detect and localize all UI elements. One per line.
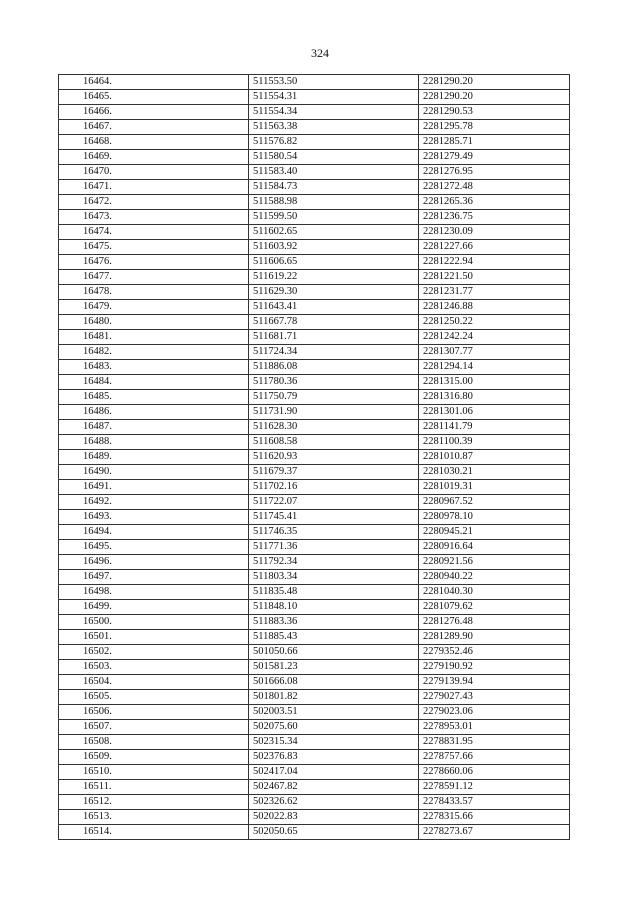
table-row [59,165,570,180]
x-coordinate-cell: 502050.65 [249,825,419,840]
x-coordinate-cell: 511576.82 [249,135,419,150]
point-number-cell: 16476. [59,255,249,270]
table-row [59,810,570,825]
point-number-cell: 16472. [59,195,249,210]
table-row [59,420,570,435]
y-coordinate-cell: 2281141.79 [419,420,570,435]
y-coordinate-cell: 2281222.94 [419,255,570,270]
table-row [59,405,570,420]
table-row [59,675,570,690]
y-coordinate-cell: 2281236.75 [419,210,570,225]
point-number-cell: 16475. [59,240,249,255]
x-coordinate-cell: 502326.62 [249,795,419,810]
y-coordinate-cell: 2278757.66 [419,750,570,765]
x-coordinate-cell: 511885.43 [249,630,419,645]
point-number-cell: 16468. [59,135,249,150]
y-coordinate-cell: 2281030.21 [419,465,570,480]
x-coordinate-cell: 511780.36 [249,375,419,390]
table-row [59,285,570,300]
point-number-cell: 16471. [59,180,249,195]
y-coordinate-cell: 2278433.57 [419,795,570,810]
point-number-cell: 16479. [59,300,249,315]
point-number-cell: 16477. [59,270,249,285]
page-number: 324 [311,46,329,60]
point-number-cell: 16495. [59,540,249,555]
y-coordinate-cell: 2281227.66 [419,240,570,255]
y-coordinate-cell: 2280967.52 [419,495,570,510]
table-row [59,450,570,465]
table-row [59,465,570,480]
table-row [59,510,570,525]
point-number-cell: 16512. [59,795,249,810]
x-coordinate-cell: 511599.50 [249,210,419,225]
y-coordinate-cell: 2280978.10 [419,510,570,525]
point-number-cell: 16499. [59,600,249,615]
point-number-cell: 16474. [59,225,249,240]
point-number-cell: 16505. [59,690,249,705]
x-coordinate-cell: 511681.71 [249,330,419,345]
x-coordinate-cell: 511886.08 [249,360,419,375]
x-coordinate-cell: 511667.78 [249,315,419,330]
point-number-cell: 16509. [59,750,249,765]
point-number-cell: 16510. [59,765,249,780]
table-row [59,135,570,150]
x-coordinate-cell: 511554.31 [249,90,419,105]
x-coordinate-cell: 502376.83 [249,750,419,765]
y-coordinate-cell: 2279139.94 [419,675,570,690]
x-coordinate-cell: 501666.08 [249,675,419,690]
x-coordinate-cell: 501581.23 [249,660,419,675]
y-coordinate-cell: 2281242.24 [419,330,570,345]
coordinates-table-body [59,75,570,840]
table-row [59,615,570,630]
table-row [59,585,570,600]
y-coordinate-cell: 2278831.95 [419,735,570,750]
x-coordinate-cell: 511553.50 [249,75,419,90]
table-row [59,780,570,795]
x-coordinate-cell: 511620.93 [249,450,419,465]
x-coordinate-cell: 511603.92 [249,240,419,255]
table-row [59,210,570,225]
table-row [59,765,570,780]
table-row [59,270,570,285]
table-row [59,660,570,675]
table-row [59,390,570,405]
y-coordinate-cell: 2281221.50 [419,270,570,285]
x-coordinate-cell: 502315.34 [249,735,419,750]
table-row [59,315,570,330]
table-row [59,630,570,645]
x-coordinate-cell: 502003.51 [249,705,419,720]
y-coordinate-cell: 2281079.62 [419,600,570,615]
y-coordinate-cell: 2281246.88 [419,300,570,315]
coordinates-table [58,74,570,840]
x-coordinate-cell: 502467.82 [249,780,419,795]
x-coordinate-cell: 511580.54 [249,150,419,165]
point-number-cell: 16491. [59,480,249,495]
y-coordinate-cell: 2278953.01 [419,720,570,735]
y-coordinate-cell: 2281290.20 [419,90,570,105]
table-row [59,240,570,255]
table-row [59,540,570,555]
x-coordinate-cell: 502417.04 [249,765,419,780]
point-number-cell: 16469. [59,150,249,165]
y-coordinate-cell: 2281294.14 [419,360,570,375]
x-coordinate-cell: 511835.48 [249,585,419,600]
table-row [59,180,570,195]
table-row [59,480,570,495]
x-coordinate-cell: 511750.79 [249,390,419,405]
table-row [59,435,570,450]
point-number-cell: 16470. [59,165,249,180]
y-coordinate-cell: 2279190.92 [419,660,570,675]
point-number-cell: 16485. [59,390,249,405]
x-coordinate-cell: 511584.73 [249,180,419,195]
x-coordinate-cell: 511745.41 [249,510,419,525]
point-number-cell: 16481. [59,330,249,345]
point-number-cell: 16490. [59,465,249,480]
table-row [59,570,570,585]
y-coordinate-cell: 2281290.20 [419,75,570,90]
x-coordinate-cell: 501801.82 [249,690,419,705]
x-coordinate-cell: 502022.83 [249,810,419,825]
point-number-cell: 16483. [59,360,249,375]
table-row [59,345,570,360]
x-coordinate-cell: 511792.34 [249,555,419,570]
y-coordinate-cell: 2278315.66 [419,810,570,825]
y-coordinate-cell: 2281250.22 [419,315,570,330]
table-row [59,90,570,105]
y-coordinate-cell: 2281301.06 [419,405,570,420]
y-coordinate-cell: 2278660.06 [419,765,570,780]
table-row [59,600,570,615]
y-coordinate-cell: 2281279.49 [419,150,570,165]
table-row [59,360,570,375]
x-coordinate-cell: 511554.34 [249,105,419,120]
table-row [59,300,570,315]
y-coordinate-cell: 2281040.30 [419,585,570,600]
x-coordinate-cell: 511803.34 [249,570,419,585]
point-number-cell: 16480. [59,315,249,330]
point-number-cell: 16501. [59,630,249,645]
point-number-cell: 16508. [59,735,249,750]
y-coordinate-cell: 2281100.39 [419,435,570,450]
y-coordinate-cell: 2281316.80 [419,390,570,405]
point-number-cell: 16496. [59,555,249,570]
table-row [59,120,570,135]
table-row [59,75,570,90]
point-number-cell: 16514. [59,825,249,840]
table-row [59,690,570,705]
x-coordinate-cell: 511679.37 [249,465,419,480]
point-number-cell: 16513. [59,810,249,825]
point-number-cell: 16467. [59,120,249,135]
x-coordinate-cell: 511606.65 [249,255,419,270]
table-row [59,375,570,390]
x-coordinate-cell: 511883.36 [249,615,419,630]
y-coordinate-cell: 2280945.21 [419,525,570,540]
y-coordinate-cell: 2281272.48 [419,180,570,195]
y-coordinate-cell: 2281276.95 [419,165,570,180]
y-coordinate-cell: 2281276.48 [419,615,570,630]
table-row [59,525,570,540]
x-coordinate-cell: 511602.65 [249,225,419,240]
table-row [59,150,570,165]
point-number-cell: 16507. [59,720,249,735]
table-row [59,735,570,750]
x-coordinate-cell: 502075.60 [249,720,419,735]
point-number-cell: 16484. [59,375,249,390]
point-number-cell: 16511. [59,780,249,795]
y-coordinate-cell: 2281315.00 [419,375,570,390]
point-number-cell: 16504. [59,675,249,690]
x-coordinate-cell: 511628.30 [249,420,419,435]
table-row [59,330,570,345]
x-coordinate-cell: 501050.66 [249,645,419,660]
y-coordinate-cell: 2281289.90 [419,630,570,645]
y-coordinate-cell: 2280940.22 [419,570,570,585]
x-coordinate-cell: 511583.40 [249,165,419,180]
point-number-cell: 16465. [59,90,249,105]
point-number-cell: 16492. [59,495,249,510]
x-coordinate-cell: 511563.38 [249,120,419,135]
table-row [59,255,570,270]
table-row [59,705,570,720]
point-number-cell: 16482. [59,345,249,360]
x-coordinate-cell: 511643.41 [249,300,419,315]
y-coordinate-cell: 2280921.56 [419,555,570,570]
point-number-cell: 16498. [59,585,249,600]
table-row [59,225,570,240]
x-coordinate-cell: 511722.07 [249,495,419,510]
point-number-cell: 16503. [59,660,249,675]
table-row [59,495,570,510]
x-coordinate-cell: 511771.36 [249,540,419,555]
x-coordinate-cell: 511848.10 [249,600,419,615]
table-row [59,195,570,210]
y-coordinate-cell: 2278591.12 [419,780,570,795]
y-coordinate-cell: 2279023.06 [419,705,570,720]
table-row [59,750,570,765]
y-coordinate-cell: 2280916.64 [419,540,570,555]
table-row [59,720,570,735]
x-coordinate-cell: 511724.34 [249,345,419,360]
point-number-cell: 16487. [59,420,249,435]
y-coordinate-cell: 2279352.46 [419,645,570,660]
point-number-cell: 16506. [59,705,249,720]
table-row [59,105,570,120]
point-number-cell: 16497. [59,570,249,585]
point-number-cell: 16489. [59,450,249,465]
point-number-cell: 16502. [59,645,249,660]
table-row [59,825,570,840]
point-number-cell: 16493. [59,510,249,525]
point-number-cell: 16466. [59,105,249,120]
x-coordinate-cell: 511608.58 [249,435,419,450]
y-coordinate-cell: 2281019.31 [419,480,570,495]
point-number-cell: 16500. [59,615,249,630]
x-coordinate-cell: 511629.30 [249,285,419,300]
x-coordinate-cell: 511746.35 [249,525,419,540]
point-number-cell: 16478. [59,285,249,300]
x-coordinate-cell: 511619.22 [249,270,419,285]
x-coordinate-cell: 511588.98 [249,195,419,210]
point-number-cell: 16494. [59,525,249,540]
y-coordinate-cell: 2281010.87 [419,450,570,465]
point-number-cell: 16488. [59,435,249,450]
point-number-cell: 16486. [59,405,249,420]
y-coordinate-cell: 2281307.77 [419,345,570,360]
y-coordinate-cell: 2281295.78 [419,120,570,135]
point-number-cell: 16464. [59,75,249,90]
y-coordinate-cell: 2281231.77 [419,285,570,300]
table-row [59,645,570,660]
y-coordinate-cell: 2281230.09 [419,225,570,240]
y-coordinate-cell: 2281265.36 [419,195,570,210]
y-coordinate-cell: 2278273.67 [419,825,570,840]
y-coordinate-cell: 2279027.43 [419,690,570,705]
x-coordinate-cell: 511702.16 [249,480,419,495]
table-row [59,795,570,810]
x-coordinate-cell: 511731.90 [249,405,419,420]
y-coordinate-cell: 2281285.71 [419,135,570,150]
y-coordinate-cell: 2281290.53 [419,105,570,120]
point-number-cell: 16473. [59,210,249,225]
table-row [59,555,570,570]
